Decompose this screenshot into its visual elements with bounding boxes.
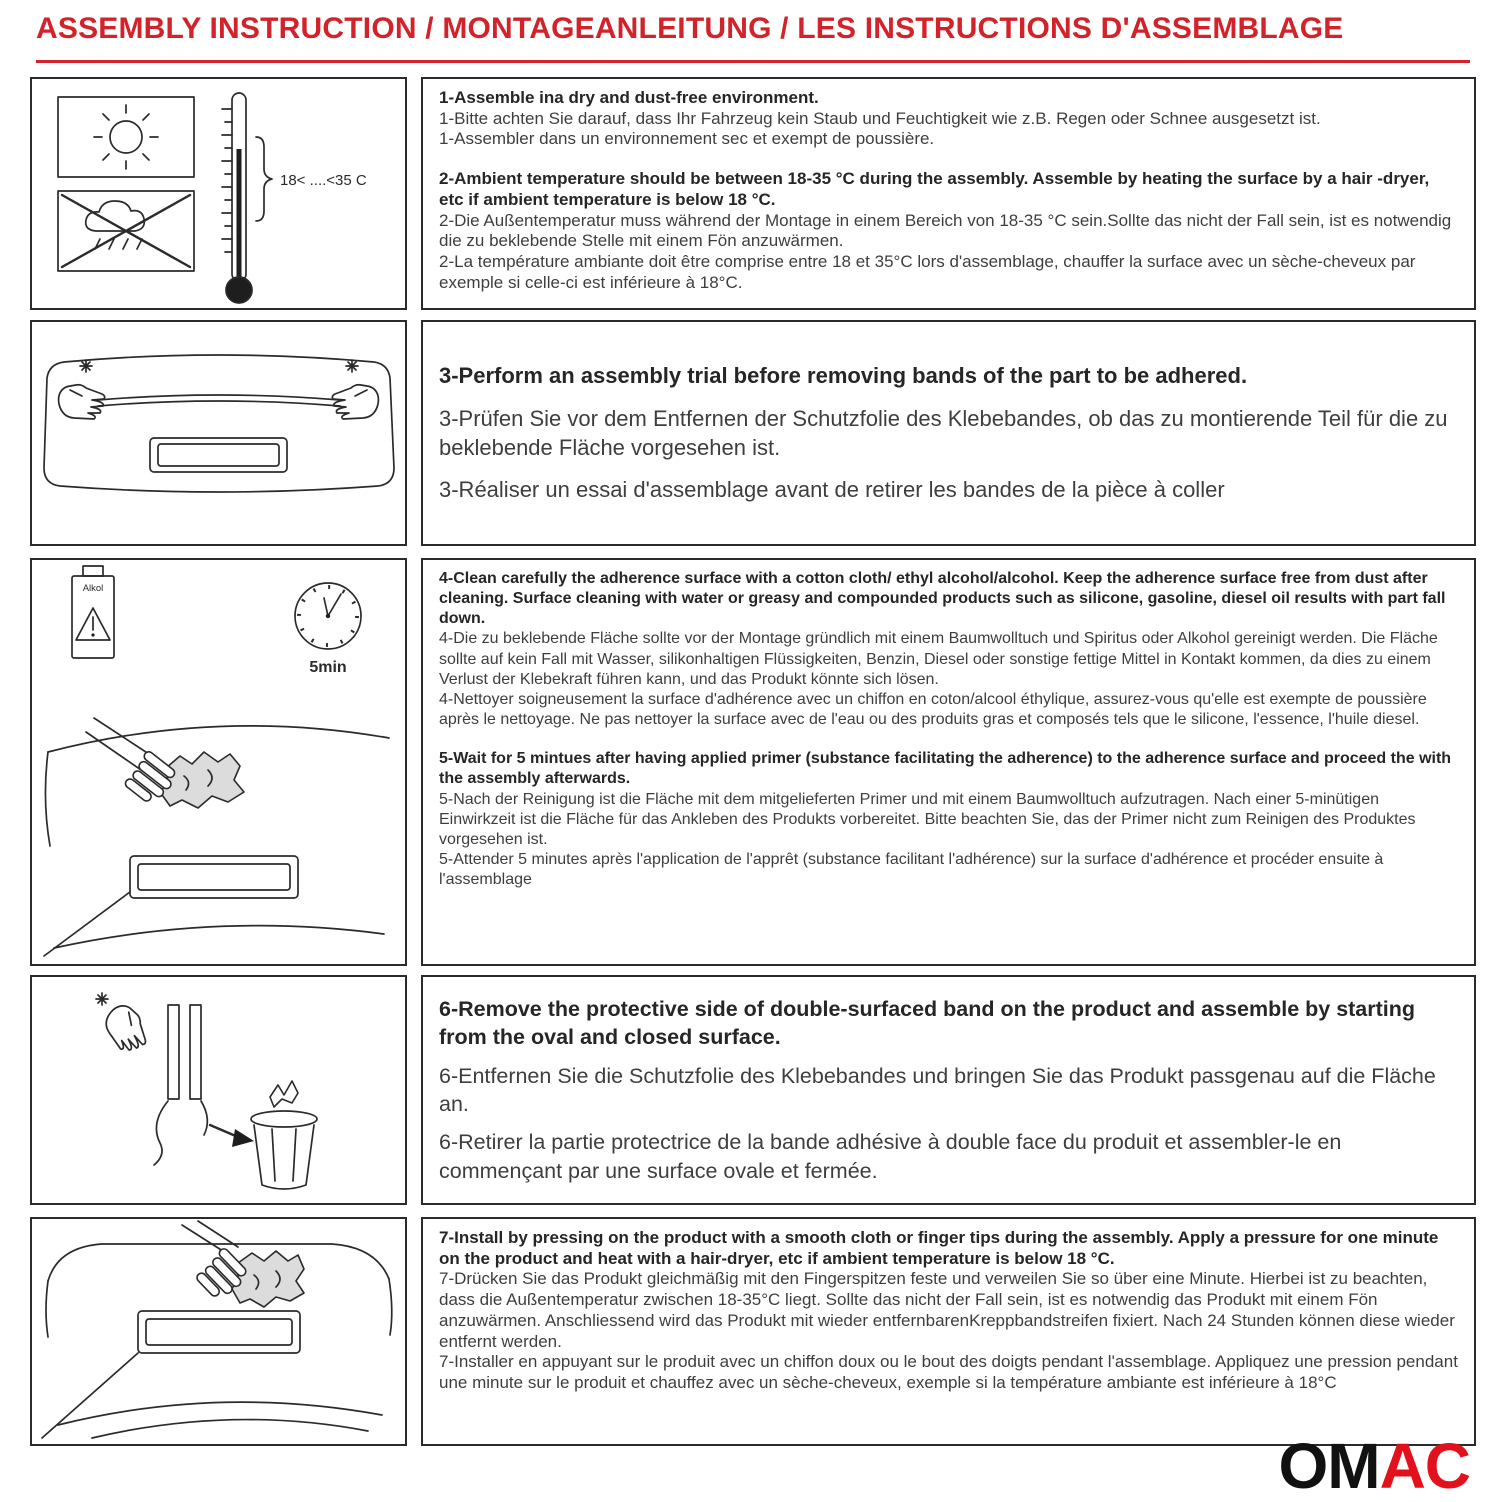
remove-band-illustration-box (30, 975, 407, 1205)
instruction-paragraph: 1-Assembler dans un environnement sec et exempt de poussière. (439, 129, 935, 149)
instruction-paragraph: 6-Entfernen Sie die Schutzfolie des Klebebandes und bringen Sie das Produkt passgenau auf die Fläche an. (439, 1063, 1436, 1116)
instruction-paragraph: 1-Assemble ina dry and dust-free environment. (439, 88, 819, 107)
instruction-row-environment (30, 77, 1476, 310)
page-title: ASSEMBLY INSTRUCTION / MONTAGEANLEITUNG / LES INSTRUCTIONS D'ASSEMBLAGE (36, 12, 1344, 45)
clean-illustration-box (30, 558, 407, 966)
press-install-illustration (32, 1219, 405, 1444)
instruction-paragraph: 1-Bitte achten Sie darauf, dass Ihr Fahrzeug kein Staub und Feuchtigkeit wie z.B. Regen oder Schnee ausgesetzt ist. (439, 108, 1321, 128)
adhesive-strips-icon (154, 1005, 207, 1165)
instruction-paragraph: 5-Attender 5 minutes après l'application de l'apprêt (substance facilitant l'adhérence) sur la surface d'adhérence et procéder ensuite à l'assemblage (439, 851, 1384, 889)
title-divider (36, 60, 1470, 63)
instruction-text-remove-band (421, 975, 1476, 1205)
instruction-paragraph: 4-Clean carefully the adherence surface with a cotton cloth/ ethyl alcohol/alcohol. Keep the adherence surface free from dust after cleaning. Surface cleaning with water or greasy and compounded products such as silicone, gasoline, diesel oil results with part fall down. (439, 570, 1446, 628)
instruction-paragraph: 4-Die zu beklebende Fläche sollte vor der Montage gründlich mit einem Baumwolltuch und Spiritus oder Alkohol gereinigt werden. Die Fläche sollte auf kein Fall mit Wasser, silikonhaltigen Flüssigkeiten, Benzin, Diesel oder sonstige fettige Mittel in Kontakt kommen, da dies zu einem Verlust der Klebekraft führen kann, und das Produkt könnte sich lösen. (439, 630, 1438, 688)
wipe-clean-illustration (32, 560, 405, 964)
instruction-paragraph: 7-Installer en appuyant sur le produit avec un chiffon doux ou le bout des doigts pendant l'assemblage. Appliquez une pression pendant une minute sur le produit et chauffez avec un sèche-cheveux, exemple si la température ambiante est inférieure à 18°C (439, 1352, 1458, 1393)
trial-illustration-box (30, 320, 407, 546)
omac-logo-black: OM (1278, 1430, 1380, 1502)
instruction-paragraph: 3-Réaliser un essai d'assemblage avant de retirer les bandes de la pièce à coller (439, 477, 1225, 503)
arrow-icon (210, 1125, 254, 1147)
temp-range-label: 18< ....<35 C (280, 172, 367, 189)
instruction-row-press (30, 1217, 1476, 1446)
instruction-row-clean (30, 558, 1476, 966)
instruction-text-clean (421, 558, 1476, 966)
sun-icon (58, 97, 194, 177)
trial-hands-illustration (32, 322, 405, 544)
instruction-paragraph: 2-Die Außentemperatur muss während der Montage in einem Bereich von 18-35 °C sein.Sollte das nicht der Fall sein, ist es notwendig die zu beklebende Stelle mit einem Fön anzuwärmen. (439, 210, 1452, 251)
peel-band-illustration (32, 977, 405, 1203)
pressing-hand-icon (182, 1221, 304, 1307)
trash-can-icon (251, 1081, 317, 1189)
instruction-paragraph: 2-La température ambiante doit être comprise entre 18 et 35°C lors d'assemblage, chauffer la surface avec un sèche-cheveux par exemple si celle-ci est inférieure à 18°C. (439, 252, 1416, 292)
sparkle-icon (346, 360, 358, 372)
instruction-paragraph: 3-Prüfen Sie vor dem Entfernen der Schutzfolie des Klebebandes, ob das zu montierende Teil für die zu beklebende Fläche vorgesehen ist. (439, 405, 1448, 460)
instruction-paragraph: 7-Drücken Sie das Produkt gleichmäßig mit den Fingerspitzen feste und verweilen Sie so über eine Minute. Hierbei ist zu beachten, dass die Außentemperatur zwischen 18-35°C liegt. Sollte das nicht der Fall sein, ist es notwendig das Produkt mit einem Fön anzuwärmen. Anschliessend wird das Produkt mit wieder entfernbarenKreppbandstreifen fixiert. Nach 24 Stunden können diese wieder entfernt werden. (439, 1269, 1455, 1351)
environment-illustration (32, 79, 405, 308)
instruction-paragraph: 4-Nettoyer soigneusement la surface d'adhérence avec un chiffon en coton/alcool éthylique, assurez-vous qu'elle est exempte de poussière après le nettoyage. Ne pas nettoyer la surface avec de l'eau ou des produits gras et composés tels que le silicone, l'essence, l'huile diesel. (439, 690, 1427, 729)
sparkle-icon (96, 993, 108, 1005)
right-hand-icon (332, 385, 378, 419)
instruction-paragraph: 6-Retirer la partie protectrice de la bande adhésive à double face du produit et assembler-le en commençant par une surface ovale et fermée. (439, 1130, 1342, 1183)
instruction-text-environment (421, 77, 1476, 310)
instruction-text-press (421, 1217, 1476, 1446)
omac-logo (1278, 1430, 1470, 1502)
no-rain-icon (58, 191, 194, 271)
instruction-paragraph: 6-Remove the protective side of double-surfaced band on the product and assemble by starting from the oval and closed surface. (439, 996, 1416, 1050)
instruction-paragraph: 3-Perform an assembly trial before removing bands of the part to be adhered. (439, 363, 1248, 389)
omac-logo-red: AC (1379, 1430, 1470, 1502)
wiping-hand-icon (86, 718, 244, 808)
press-illustration-box (30, 1217, 407, 1446)
sparkle-icon (80, 360, 92, 372)
thermometer-icon (222, 93, 272, 303)
instruction-text-trial (421, 320, 1476, 546)
peeling-hand-icon (99, 1000, 154, 1057)
alcohol-bottle-icon (72, 566, 114, 658)
left-hand-icon (59, 385, 105, 419)
instruction-row-trial (30, 320, 1476, 546)
environment-illustration-box (30, 77, 407, 310)
instruction-paragraph: 7-Install by pressing on the product with a smooth cloth or finger tips during the assembly. Apply a pressure for one minute on the product and heat with a hair-dryer, etc if ambient temperature is below 18 °C. (439, 1228, 1439, 1268)
instruction-paragraph: 2-Ambient temperature should be between 18-35 °C during the assembly. Assemble by heating the surface by a hair -dryer, etc if ambient temperature is below 18 °C. (439, 169, 1430, 209)
instruction-paragraph: 5-Nach der Reinigung ist die Fläche mit dem mitgelieferten Primer und mit einem Baumwolltuch aufzutragen. Nach einer 5-minütigen Einwirkzeit ist die Fläche für das Ankleben des Produkts vorbereitet. Bitte beachten Sie, das der Primer nicht zum Reinigen des Produktes vorgesehen ist. (439, 790, 1416, 848)
clock-duration-label: 5min (309, 659, 347, 676)
clock-icon (295, 583, 361, 649)
instruction-row-remove-band (30, 975, 1476, 1205)
warning-triangle-icon (76, 608, 110, 640)
instruction-paragraph: 5-Wait for 5 mintues after having applied primer (substance facilitating the adherence) to the adherence surface and proceed the with the assembly afterwards. (439, 750, 1452, 788)
bottle-label: Alkol (82, 583, 104, 594)
